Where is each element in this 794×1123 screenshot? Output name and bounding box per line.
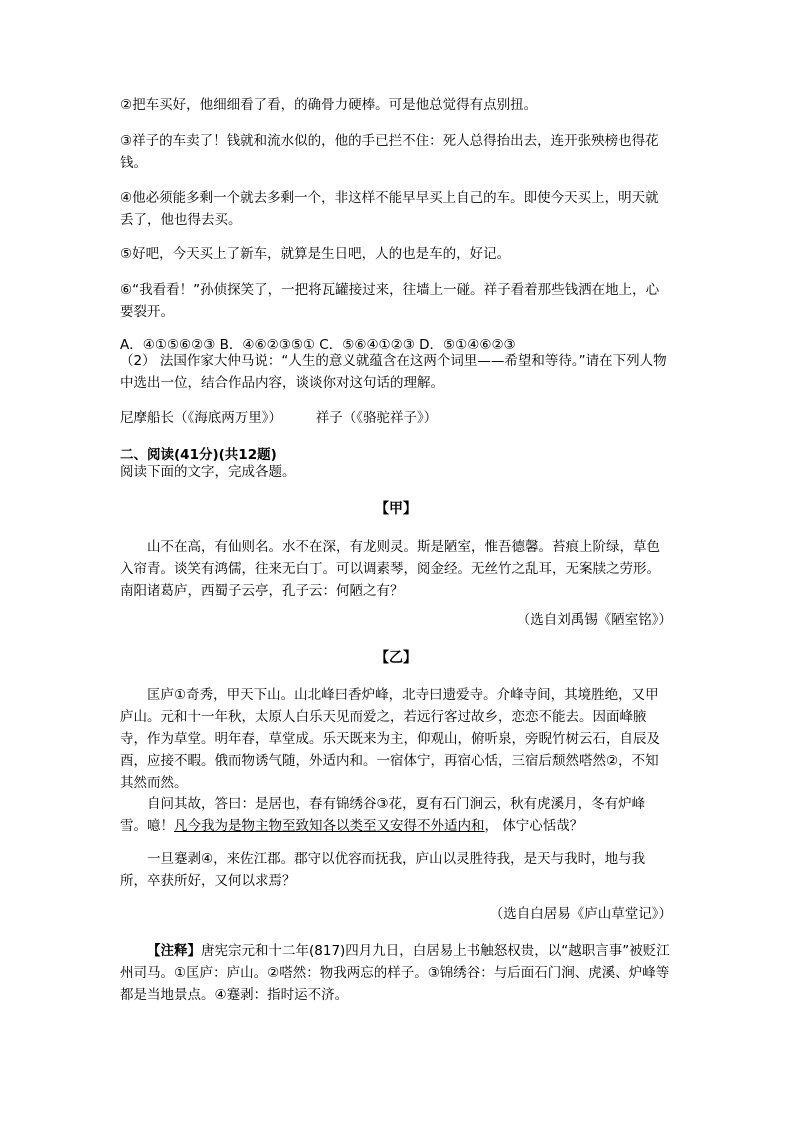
note-label: 【注释】 [147, 943, 201, 959]
passage-yi-heading: 【乙】 [375, 650, 417, 666]
para2-text-a: 自问其故，答曰：是居也，春有锦绣谷③花，夏有石门涧云，秋有虎溪月，冬有炉峰雪。噫！ [120, 796, 646, 834]
passage-yi-para2 [120, 793, 672, 837]
note-text: 唐宪宗元和十二年(817)四月九日，白居易上书触怒权贵，以“越职言事”被贬江州司马。①匡庐：庐山。②嗒然：物我两忘的样子。③锦绣谷：与后面石门涧、虎溪、炉峰等都是当地景点。④蹇剥：指时运不济。 [120, 943, 670, 1003]
section-instruction: 阅读下面的文字，完成各题。 [120, 464, 296, 480]
option-2: ②把车买好，他细细看了看，的确骨力硬棒。可是他总觉得有点别扭。 [120, 97, 538, 113]
passage-yi-source: （选自白居易《庐山草堂记》） [489, 906, 672, 922]
option-6: ⑥“我看看！”孙侦探笑了，一把将瓦罐接过来，往墙上一碰。祥子看着那些钱洒在地上，心要裂开。 [120, 282, 660, 320]
para2-text-b: ， 体宁心恬哉？ [484, 818, 584, 834]
section-title: 二、阅读(41分)(共12题) [120, 447, 277, 463]
option-4: ④他必须能多剩一个就去多剩一个，非这样不能早早买上自己的车。即使今天买上，明天就丢了，他也得去买。 [120, 190, 659, 228]
passage-jia-text: 山不在高，有仙则名。水不在深，有龙则灵。斯是陋室，惟吾德馨。苔痕上阶绿，草色入帘青。谈笑有鸿儒，往来无白丁。可以调素琴，阅金经。无丝竹之乱耳，无案牍之劳形。南阳诸葛庐，西蜀子云亭，孔子云：何陋之有？ [120, 539, 660, 599]
underlined-sentence: 凡今我为是物主物至致知各以类至又安得不外适内和 [174, 818, 485, 834]
answer-choices: A．④①⑤⑥②③ B．④⑥②③⑤① C．⑤⑥④①②③ D．⑤①④⑥②③ [120, 337, 516, 353]
passage-jia-heading: 【甲】 [375, 501, 417, 517]
passage-jia-source: （选自刘禹锡《陋室铭》） [516, 612, 672, 628]
annotation-note [120, 940, 672, 1006]
option-5: ⑤好吧，今天买上了新车，就算是生日吧，人的也是车的，好记。 [120, 246, 511, 262]
passage-yi-para3: 一旦蹇剥④，来佐江郡。郡守以优容而抚我，庐山以灵胜待我，是天与我时，地与我所，卒获所好，又何以求焉？ [120, 851, 646, 889]
passage-yi-para1: 匡庐①奇秀，甲天下山。山北峰曰香炉峰，北寺曰遗爱寺。介峰寺间，其境胜绝，又甲庐山。元和十一年秋，太原人白乐天见而爱之，若远行客过故乡，恋恋不能去。因面峰腋寺，作为草堂。明年春，草堂成。乐天既来为主，仰观山，俯听泉，旁睨竹树云石，自辰及酉，应接不暇。俄而物诱气随，外适内和。一宿体宁，再宿心恬，三宿后颓然嗒然②，不知其然而然。 [120, 687, 660, 791]
character-choices: 尼摩船长（《海底两万里》） 祥子（《骆驼祥子》） [120, 410, 438, 426]
option-3: ③祥子的车卖了！钱就和流水似的，他的手已拦不住：死人总得抬出去，连开张殃榜也得花钱。 [120, 133, 659, 171]
question-2: （2） 法国作家大仲马说：“人生的意义就蕴含在这两个词里——希望和等待。”请在下列人物中选出一位，结合作品内容，谈谈你对这句话的理解。 [120, 353, 667, 391]
